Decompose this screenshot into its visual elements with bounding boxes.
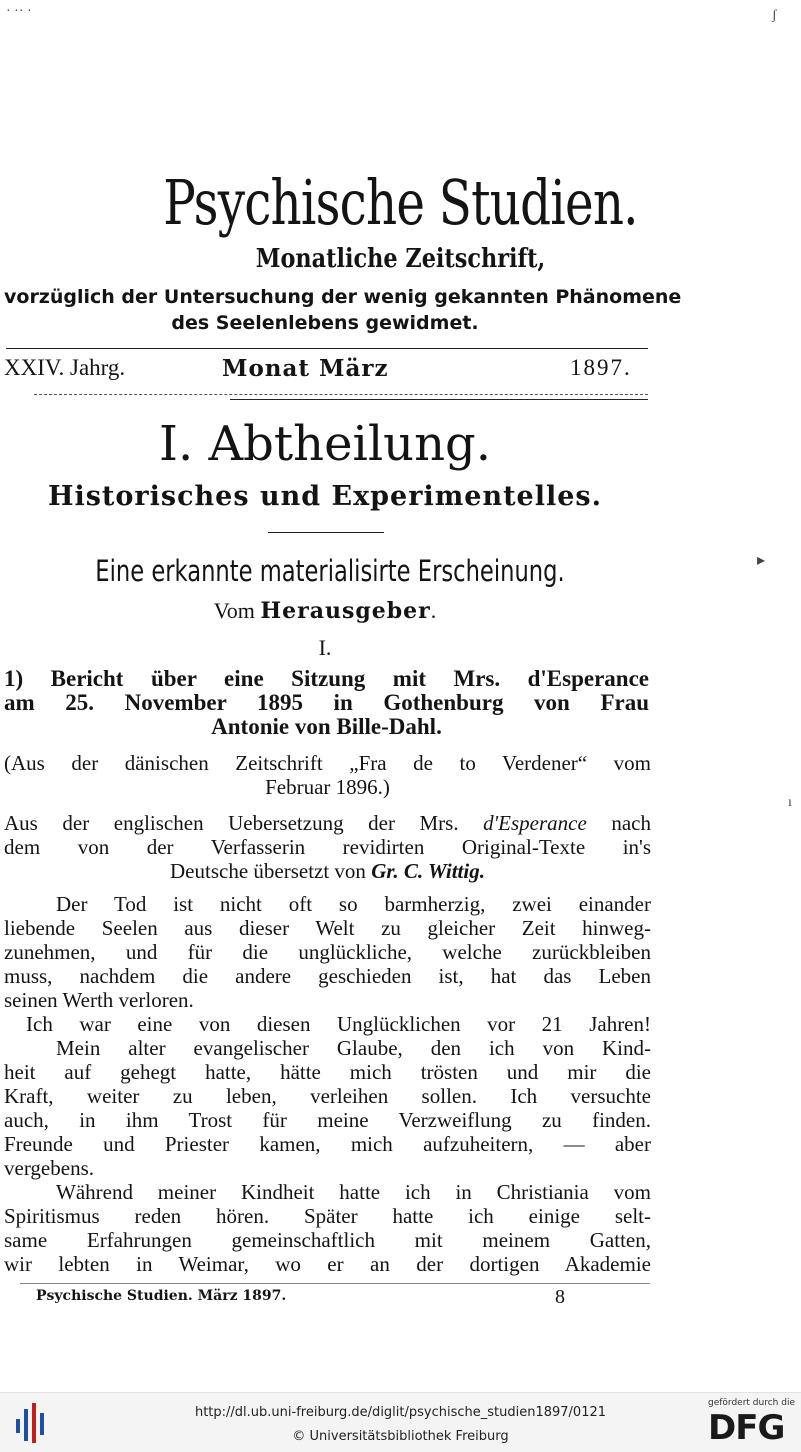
- section-heading: I. Abtheilung.: [159, 416, 491, 472]
- body-line: Kraft, weiter zu leben, verleihen sollen. Ich versuchte: [4, 1084, 651, 1108]
- translation-note-line: Deutsche übersetzt von Gr. C. Wittig.: [170, 859, 485, 883]
- body-line: Während meiner Kindheit hatte ich in Christiania vom: [56, 1180, 651, 1204]
- footer-rule: [20, 1283, 650, 1284]
- section-divider: [268, 532, 384, 533]
- body-line: same Erfahrungen gemeinschaftlich mit meinem Gatten,: [4, 1228, 651, 1252]
- header-rule-top: [6, 348, 648, 349]
- body-line: heit auf gehegt hatte, hätte mich trösten und mir die: [4, 1060, 651, 1084]
- scan-noise: · ·· ·: [6, 4, 32, 19]
- copyright-notice: © Universitätsbibliothek Freiburg: [292, 1429, 509, 1444]
- scan-noise: ʃ: [772, 8, 777, 23]
- body-line: Mein alter evangelischer Glaube, den ich von Kind-: [56, 1036, 651, 1060]
- signature-mark: 8: [555, 1286, 565, 1308]
- byline-author: Herausgeber: [260, 598, 431, 624]
- article-part-number: I.: [318, 635, 332, 660]
- issue-year: 1897.: [570, 355, 632, 380]
- journal-subtitle: Monatliche Zeitschrift,: [255, 244, 546, 274]
- header-rule-bottom: [34, 394, 648, 395]
- body-line: seinen Werth verloren.: [4, 988, 194, 1012]
- byline-prefix: Vom: [213, 598, 255, 623]
- source-note-line: (Aus der dänischen Zeitschrift „Fra de to Verdener“ vom: [4, 751, 651, 775]
- source-note-line: Februar 1896.): [265, 775, 390, 799]
- report-heading: [4, 667, 649, 739]
- running-footer-title: Psychische Studien. März 1897.: [36, 1288, 287, 1304]
- translation-note-line: dem von der Verfasserin revidirten Original-Texte in's: [4, 835, 651, 859]
- body-line: Der Tod ist nicht oft so barmherzig, zwei einander: [56, 892, 651, 916]
- body-line: Freunde und Priester kamen, mich aufzuheitern, — aber: [4, 1132, 651, 1156]
- body-line: Ich war eine von diesen Unglücklichen vor 21 Jahren!: [26, 1012, 651, 1036]
- funder-caption: gefördert durch die: [708, 1398, 795, 1408]
- document-url[interactable]: http://dl.ub.uni-freiburg.de/diglit/psychische_studien1897/0121: [194, 1405, 607, 1420]
- byline-suffix: .: [430, 598, 437, 623]
- dfg-logo: DFG: [708, 1408, 785, 1448]
- body-line: vergebens.: [4, 1156, 94, 1180]
- body-text: [4, 892, 651, 1276]
- section-subheading: Historisches und Experimentelles.: [47, 481, 603, 512]
- journal-description-line1: vorzüglich der Untersuchung der wenig gekannten Phänomene: [4, 286, 682, 308]
- translation-note-line: Aus der englischen Uebersetzung der Mrs. d'Esperance nach: [4, 811, 652, 835]
- translation-note: [4, 811, 651, 883]
- translator-name: Gr. C. Wittig.: [371, 859, 485, 883]
- body-line: zunehmen, und für die unglückliche, welche zurückbleiben: [4, 940, 651, 964]
- article-byline: [0, 598, 650, 624]
- body-line: liebende Seelen aus dieser Welt zu gleicher Zeit hinweg-: [4, 916, 651, 940]
- report-heading-line: Antonie von Bille-Dahl.: [211, 714, 442, 739]
- body-line: wir lebten in Weimar, wo er an der dortigen Akademie: [4, 1252, 651, 1276]
- body-line: auch, in ihm Trost für meine Verzweiflung zu finden.: [4, 1108, 651, 1132]
- body-line: muss, nachdem die andere geschieden ist, hat das Leben: [4, 964, 651, 988]
- report-heading-line: am 25. November 1895 in Gothenburg von Frau: [4, 690, 649, 715]
- journal-description-line2: des Seelenlebens gewidmet.: [171, 312, 479, 334]
- journal-title: Psychische Studien.: [163, 166, 638, 239]
- translator-source-name: d'Esperance: [483, 811, 587, 835]
- source-note: [4, 751, 651, 799]
- report-heading-line: 1) Bericht über eine Sitzung mit Mrs. d'Esperance: [4, 666, 649, 691]
- scan-noise: ı: [788, 795, 792, 810]
- issue-volume: XXIV. Jahrg.: [4, 355, 126, 380]
- article-title: Eine erkannte materialisirte Erscheinung.: [95, 554, 565, 588]
- header-rule-bottom-2: [230, 399, 648, 400]
- scan-noise: ▸: [757, 552, 766, 569]
- issue-month: Monat März: [222, 355, 389, 382]
- body-line: Spiritismus reden hören. Später hatte ich einige selt-: [4, 1204, 651, 1228]
